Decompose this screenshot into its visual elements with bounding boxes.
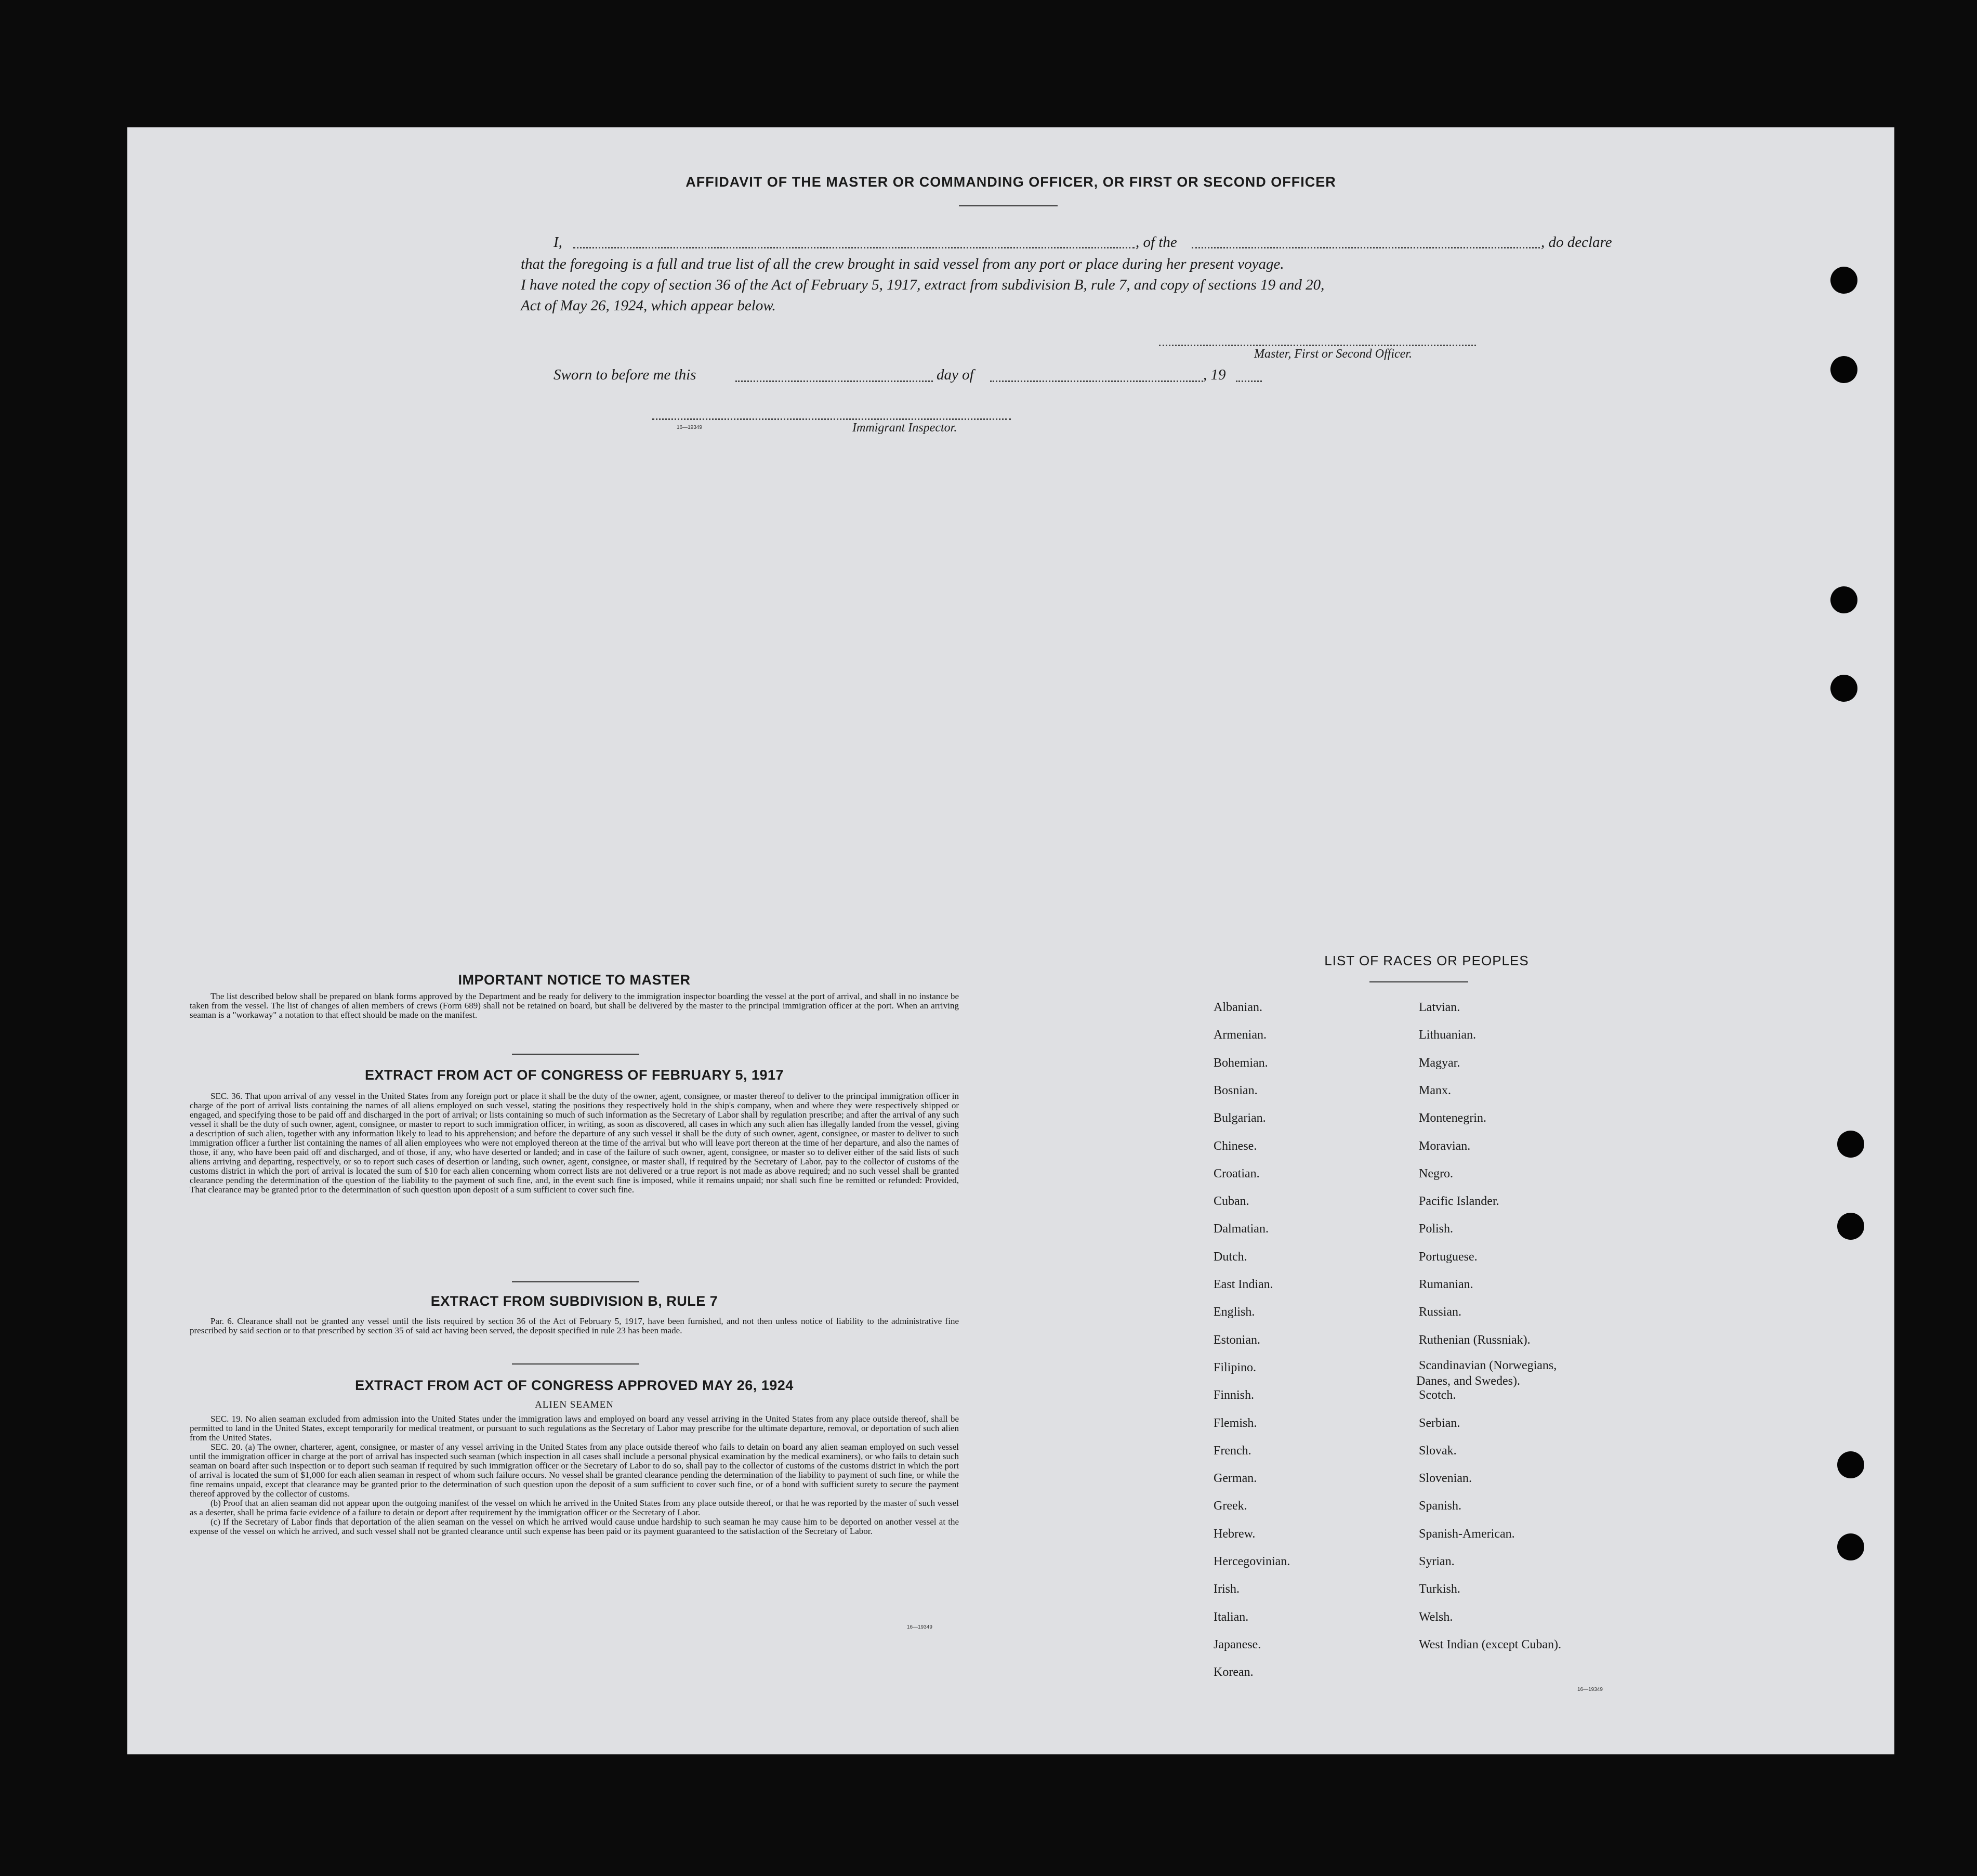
punch-hole (1830, 675, 1857, 702)
inspector-signature-line[interactable] (652, 418, 1011, 420)
form-number-bottom-right: 16—19349 (1577, 1687, 1603, 1693)
sec-19-text: SEC. 19. No alien seaman excluded from admission into the United States under the immigration laws and employed on board any vessel arriving in the United States from any place outside thereof, shall be permitted to land in the United States, except temporarily for medical treatment, or pursuant to such regulations as the Secretary of Labor may prescribe for the ultimate departure, removal, or deportation of such alien from the United States. (190, 1414, 959, 1442)
race-item: Italian. (1214, 1610, 1249, 1624)
race-item: Bohemian. (1214, 1056, 1268, 1070)
sworn-year-blank[interactable] (1236, 381, 1262, 382)
race-item: Chinese. (1214, 1139, 1257, 1153)
race-item: Magyar. (1419, 1056, 1460, 1070)
name-blank[interactable] (573, 247, 1135, 248)
race-item: Armenian. (1214, 1028, 1267, 1042)
punch-hole (1830, 267, 1857, 294)
race-item: Pacific Islander. (1419, 1195, 1499, 1209)
form-page (127, 127, 1894, 1754)
race-item: Serbian. (1419, 1416, 1460, 1430)
sec-20c-text: (c) If the Secretary of Labor finds that deportation of the alien seaman on the vessel on which he arrived would cause undue hardship to such seaman he may cause him to be deported on another vessel at the expense of the vessel on which he arrived, and such vessel shall not be granted clearance until such expense has been paid or its payment guaranteed to the satisfaction of the Secretary of Labor. (190, 1517, 959, 1536)
master-signature-line[interactable] (1159, 345, 1476, 346)
divider-1 (512, 1054, 639, 1055)
extract-1917-title: EXTRACT FROM ACT OF CONGRESS OF FEBRUARY 5, 1917 (364, 1067, 784, 1083)
extract-rule7-title: EXTRACT FROM SUBDIVISION B, RULE 7 (430, 1293, 718, 1309)
race-item: Russian. (1419, 1305, 1462, 1319)
punch-hole (1837, 1451, 1864, 1478)
race-item: Slovak. (1419, 1444, 1457, 1458)
race-item: Greek. (1214, 1499, 1247, 1513)
race-item: Dutch. (1214, 1250, 1247, 1264)
divider-2 (512, 1281, 639, 1282)
race-item: French. (1214, 1444, 1251, 1458)
inspector-label: Immigrant Inspector. (852, 421, 957, 435)
affidavit-of-the: , of the (1136, 234, 1177, 251)
race-item: Polish. (1419, 1222, 1454, 1236)
race-item: Rumanian. (1419, 1278, 1473, 1291)
affidavit-statement-4: Act of May 26, 1924, which appear below. (521, 297, 776, 314)
race-item: Ruthenian (Russniak). (1419, 1333, 1531, 1347)
sec-20a-text: SEC. 20. (a) The owner, charterer, agent, consignee, or master of any vessel arriving in the United States from any place outside thereof who fails to detain on board any alien seaman employed on such vessel until the immigration officer in charge at the port of arrival has inspected such seaman (which inspection in all cases shall include a personal physical examination by the medical examiners), or who fails to detain such seaman on board after such inspection or to deport such seaman if required by such immigration officer or the Secretary of Labor to do so, shall pay to the collector of customs of the customs district in which the port of arrival is located the sum of $1,000 for each alien seaman in respect of whom such failure occurs. No vessel shall be granted clearance pending the determination of the liability to payment of such fine, or while the fine remains unpaid, except that clearance may be granted prior to the determination of such question upon the deposit of a sum sufficient to cover such fine, or of a bond with sufficient surety to secure the payment thereof approved by the collector of customs. (190, 1442, 959, 1499)
punch-hole (1837, 1213, 1864, 1240)
extract-1917-text: SEC. 36. That upon arrival of any vessel in the United States from any foreign port or place it shall be the duty of the owner, agent, consignee, or master thereof to deliver to the principal immigration officer in charge of the port of arrival lists containing the names of all aliens employed on such vessel, stating the positions they respectively hold in the ship's company, when and where they were respectively shipped or engaged, and specifying those to be paid off and discharged in the port of arrival; or lists containing so much of such information as the Secretary of Labor shall by regulation prescribe; and after the arrival of any such vessel it shall be the duty of such owner, agent, consignee, or master to report to such immigration officer, in writing, as soon as discovered, all cases in which any such alien has illegally landed from the vessel, giving a description of such alien, together with any information likely to lead to his apprehension; and before the departure of any such vessel it shall be the duty of such owner, agent, consignee, or master to deliver to such immigration officer a further list containing the names of all alien employees who were not employed thereon at the time of the arrival but who will leave port thereon at the time of her departure, and also the names of those, if any, who have been paid off and discharged, and of those, if any, who have deserted or landed; and in case of the failure of such owner, agent, consignee, or master so to deliver either of the said lists of such aliens arriving and departing, respectively, or so to report such cases of desertion or landing, such owner, agent, consignee, or master shall, if required by the Secretary of Labor, pay to the collector of customs of the customs district in which the port of arrival is located the sum of $10 for each alien concerning whom correct lists are not delivered or a true report is not made as above required; and no such vessel shall be granted clearance pending the determination of the question of the liability to the payment of such fine, and, in the event such fine is imposed, while it remains unpaid; nor shall such fine be remitted or refunded: Provided, That clearance may be granted prior to the determination of such question upon deposit of a sum sufficient to cover such fine. (190, 1091, 959, 1195)
form-number-top: 16—19349 (677, 425, 702, 430)
race-item: West Indian (except Cuban). (1419, 1637, 1561, 1651)
race-item: Lithuanian. (1419, 1028, 1476, 1042)
title-divider (959, 205, 1058, 206)
sworn-month-blank[interactable] (990, 381, 1203, 382)
affidavit-title: AFFIDAVIT OF THE MASTER OR COMMANDING OFFICER, OR FIRST OR SECOND OFFICER (686, 174, 1336, 190)
sworn-day-of: day of (937, 366, 974, 383)
race-item: Dalmatian. (1214, 1222, 1269, 1236)
race-item: Scotch. (1419, 1388, 1456, 1402)
races-divider (1369, 981, 1468, 982)
races-title: LIST OF RACES OR PEOPLES (1324, 953, 1529, 968)
race-item: Filipino. (1214, 1360, 1257, 1374)
race-item: Welsh. (1419, 1610, 1453, 1624)
punch-hole (1837, 1533, 1864, 1560)
sec-20b-text: (b) Proof that an alien seaman did not appear upon the outgoing manifest of the vessel on which he arrived in the United States from any place outside thereof, or that he was reported by the master of such vessel as a deserter, shall be prima facie evidence of a failure to detain or deport after requirement by the immigration officer or the Secretary of Labor. (190, 1498, 959, 1517)
race-item: Montenegrin. (1419, 1111, 1486, 1125)
race-item: German. (1214, 1472, 1257, 1486)
race-item: Spanish. (1419, 1499, 1462, 1513)
race-item: Croatian. (1214, 1166, 1260, 1180)
race-item: Negro. (1419, 1166, 1453, 1180)
extract-1924-subtitle: ALIEN SEAMEN (535, 1399, 614, 1410)
race-item: Latvian. (1419, 1001, 1460, 1014)
race-item: East Indian. (1214, 1278, 1273, 1291)
notice-title: IMPORTANT NOTICE TO MASTER (458, 972, 691, 988)
affidavit-declare: , do declare (1541, 234, 1612, 251)
punch-hole (1830, 586, 1857, 613)
extract-1924-body (190, 1414, 959, 1536)
race-item: Manx. (1419, 1083, 1451, 1097)
race-item: Slovenian. (1419, 1472, 1472, 1486)
race-item: Danes, and Swedes). (1416, 1374, 1520, 1388)
race-item: Cuban. (1214, 1195, 1249, 1209)
race-item: Portuguese. (1419, 1250, 1478, 1264)
vessel-blank[interactable] (1192, 247, 1540, 248)
race-item: Flemish. (1214, 1416, 1257, 1430)
notice-text: The list described below shall be prepared on blank forms approved by the Department and be ready for delivery to the immigration inspector boarding the vessel at the port of arrival, and shall in no instance be taken from the vessel. The list of changes of alien members of crews (Form 689) shall not be retained on board, but shall be delivered by the master to the principal immigration officer at the port. When an arriving seaman is a "workaway" a notation to that effect should be made on the manifest. (190, 991, 959, 1020)
race-item: English. (1214, 1305, 1255, 1319)
sworn-year: , 19 (1203, 366, 1226, 383)
master-signature-label: Master, First or Second Officer. (1254, 347, 1412, 361)
divider-3 (512, 1363, 639, 1365)
affidavit-statement-2: that the foregoing is a full and true list of all the crew brought in said vessel from any port or place during her present voyage. (521, 256, 1284, 272)
race-item: Bosnian. (1214, 1083, 1258, 1097)
race-item: Syrian. (1419, 1555, 1455, 1568)
race-item: Scandinavian (Norwegians, (1419, 1358, 1557, 1372)
race-item: Hebrew. (1214, 1527, 1256, 1541)
extract-1924-title: EXTRACT FROM ACT OF CONGRESS APPROVED MAY 26, 1924 (355, 1378, 794, 1393)
form-number-bottom-left: 16—19349 (907, 1624, 932, 1630)
race-item: Spanish-American. (1419, 1527, 1515, 1541)
affidavit-statement-3: I have noted the copy of section 36 of the Act of February 5, 1917, extract from subdivision B, rule 7, and copy of sections 19 and 20, (521, 277, 1325, 293)
punch-hole (1830, 356, 1857, 383)
race-item: Bulgarian. (1214, 1111, 1266, 1125)
affidavit-i: I, (553, 234, 562, 251)
race-item: Moravian. (1419, 1139, 1471, 1153)
punch-hole (1837, 1131, 1864, 1158)
race-item: Turkish. (1419, 1582, 1460, 1596)
sworn-day-blank[interactable] (735, 381, 933, 382)
race-item: Korean. (1214, 1665, 1254, 1680)
race-item: Albanian. (1214, 1001, 1262, 1014)
race-item: Hercegovinian. (1214, 1555, 1290, 1568)
race-item: Japanese. (1214, 1637, 1261, 1651)
race-item: Irish. (1214, 1582, 1240, 1596)
race-item: Finnish. (1214, 1388, 1255, 1402)
race-item: Estonian. (1214, 1333, 1260, 1347)
extract-rule7-text: Par. 6. Clearance shall not be granted any vessel until the lists required by section 36 of the Act of February 5, 1917, have been furnished, and not then unless notice of liability to the administrative fine prescribed by said section or to that prescribed by section 35 of said act having been served, the deposit specified in rule 23 has been made. (190, 1316, 959, 1335)
sworn-prefix: Sworn to before me this (553, 366, 696, 383)
